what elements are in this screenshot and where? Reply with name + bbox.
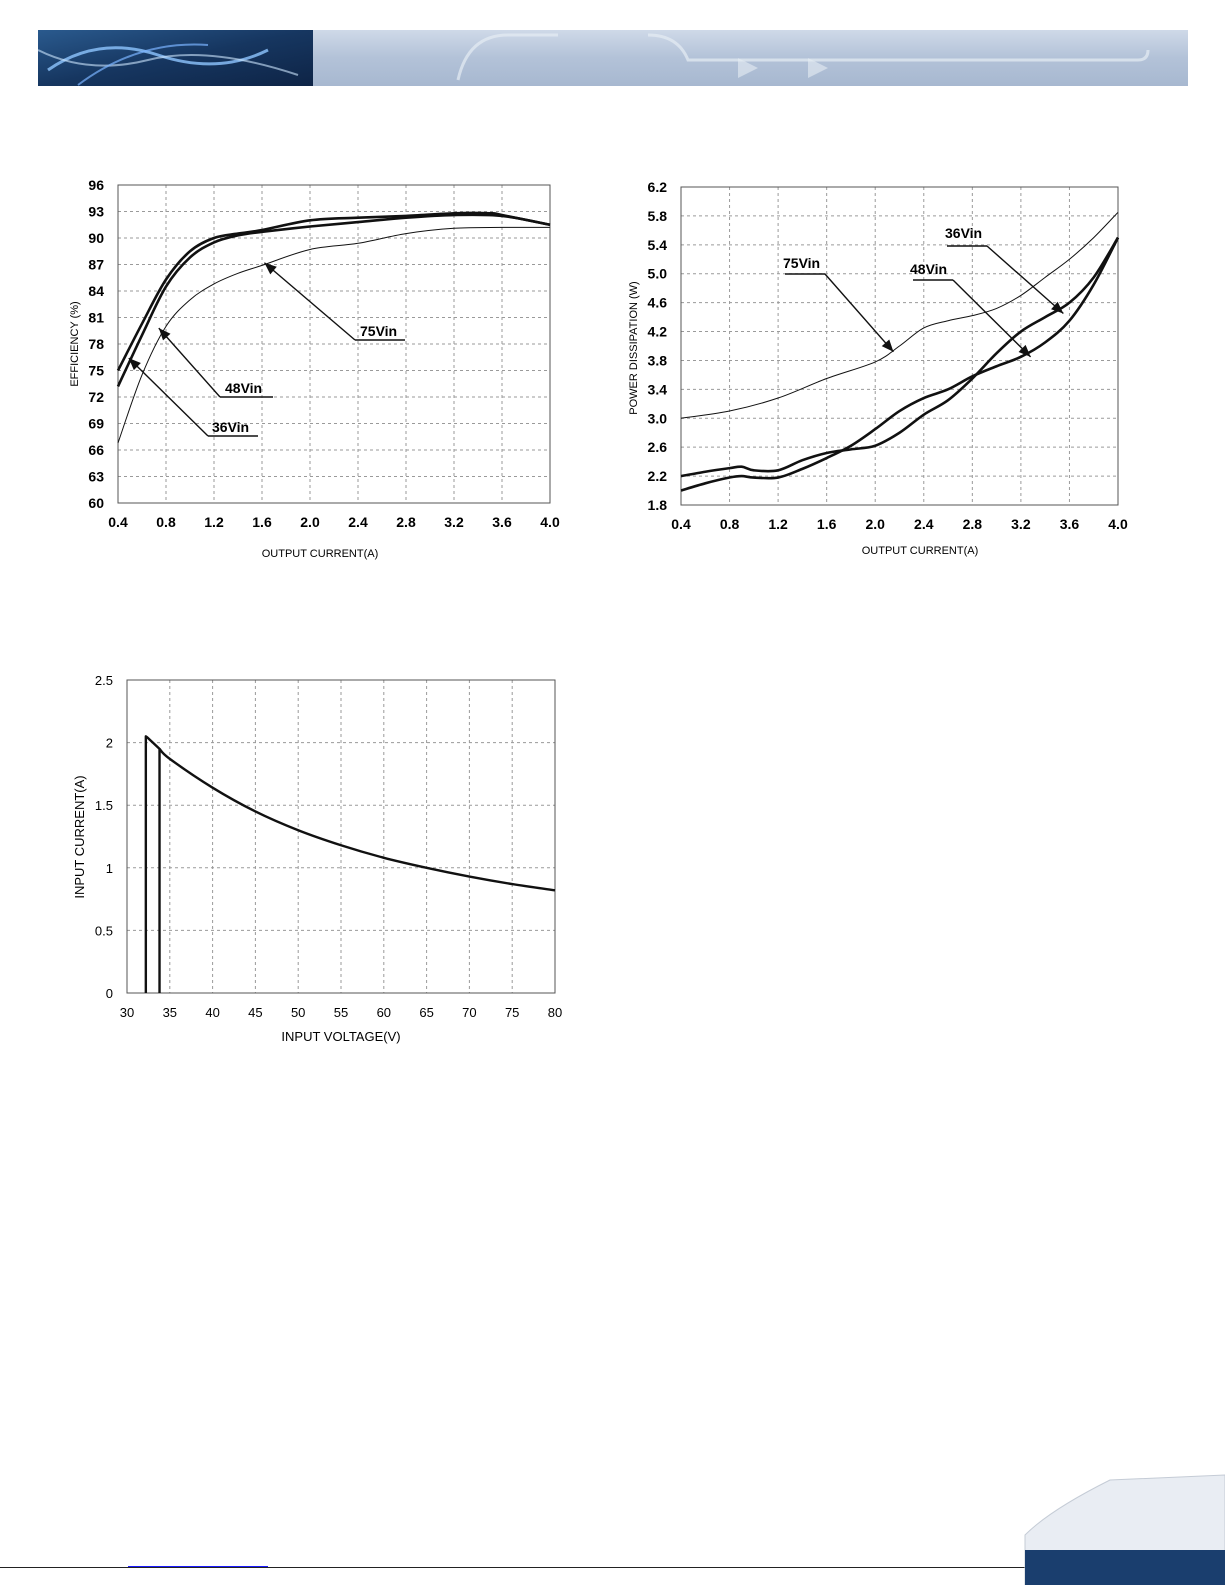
x-tick-label: 45 <box>248 1005 263 1020</box>
y-tick-label: 72 <box>88 389 104 405</box>
x-tick-label: 80 <box>547 1005 563 1020</box>
x-tick-label: 0.8 <box>719 516 740 532</box>
x-tick-label: 1.6 <box>252 514 272 530</box>
annotation-75vin: 75Vin <box>783 255 821 271</box>
y-tick-label: 2.5 <box>94 673 113 688</box>
input-current-chart <box>60 665 580 1065</box>
annotation-leader <box>825 274 893 352</box>
x-tick-label: 35 <box>162 1005 178 1020</box>
series-line-48vin <box>118 213 550 371</box>
x-tick-label: 1.2 <box>204 514 224 530</box>
annotation-48vin: 48Vin <box>910 261 948 277</box>
x-tick-label: 2.0 <box>865 516 885 532</box>
y-tick-label: 69 <box>88 415 104 432</box>
x-tick-label: 3.6 <box>492 514 512 530</box>
y-tick-label: 78 <box>88 336 104 352</box>
y-tick-label: 5.0 <box>647 265 667 282</box>
x-tick-label: 50 <box>290 1005 306 1020</box>
y-tick-label: 0 <box>105 986 113 1001</box>
x-tick-label: 3.6 <box>1059 516 1080 532</box>
series-line-36vin <box>118 215 550 387</box>
y-tick-label: 4.6 <box>647 294 667 311</box>
annotation-48vin: 48Vin <box>225 380 263 396</box>
y-tick-label: 5.4 <box>647 236 667 253</box>
x-tick-label: 0.8 <box>156 514 176 530</box>
y-tick-label: 5.8 <box>647 207 667 224</box>
x-tick-label: 0.4 <box>108 514 128 530</box>
y-tick-label: 0.5 <box>94 923 113 939</box>
y-axis-title: EFFICIENCY (%) <box>69 301 81 387</box>
y-tick-label: 93 <box>88 203 104 220</box>
power-dissipation-chart <box>625 170 1145 570</box>
y-axis-title: POWER DISSIPATION (W) <box>628 281 640 415</box>
y-tick-label: 90 <box>88 230 104 246</box>
x-tick-label: 55 <box>333 1005 349 1020</box>
y-tick-label: 2 <box>105 735 113 751</box>
y-tick-label: 4.2 <box>647 323 667 340</box>
x-tick-label: 75 <box>504 1005 520 1020</box>
x-axis-title: OUTPUT CURRENT(A) <box>261 548 379 560</box>
y-tick-label: 3.8 <box>647 352 667 369</box>
annotation-leader <box>987 246 1063 313</box>
y-tick-label: 75 <box>88 362 104 379</box>
x-tick-label: 2.8 <box>396 514 416 530</box>
y-tick-label: 3.0 <box>647 410 667 427</box>
annotation-75vin: 75Vin <box>360 323 398 339</box>
x-tick-label: 60 <box>376 1005 392 1020</box>
x-tick-label: 1.2 <box>768 516 788 532</box>
y-tick-label: 1.8 <box>647 497 667 513</box>
x-tick-label: 2.4 <box>348 514 368 530</box>
y-tick-label: 81 <box>88 309 104 326</box>
x-tick-label: 1.6 <box>816 516 837 532</box>
y-tick-label: 63 <box>88 468 104 485</box>
x-tick-label: 2.8 <box>962 516 983 532</box>
y-tick-label: 87 <box>88 256 104 273</box>
x-tick-label: 70 <box>462 1005 477 1020</box>
x-tick-label: 40 <box>205 1005 220 1020</box>
y-tick-label: 6.2 <box>647 179 667 195</box>
footer-corner-graphic <box>1020 1470 1225 1585</box>
y-tick-label: 84 <box>88 283 104 299</box>
x-tick-label: 4.0 <box>540 514 560 530</box>
annotation-leader <box>264 263 355 340</box>
header-banner <box>38 30 1188 86</box>
annotation-36vin: 36Vin <box>945 225 983 241</box>
x-tick-label: 0.4 <box>671 516 691 532</box>
series-line-48vin <box>681 238 1118 491</box>
x-axis-title: INPUT VOLTAGE(V) <box>281 1029 401 1044</box>
x-tick-label: 65 <box>419 1005 434 1020</box>
series-line-input-current <box>146 736 555 993</box>
y-tick-label: 3.4 <box>647 381 667 398</box>
x-tick-label: 4.0 <box>1108 516 1128 532</box>
y-tick-label: 2.6 <box>647 439 667 456</box>
x-axis-title: OUTPUT CURRENT(A) <box>861 545 979 557</box>
efficiency-chart <box>60 170 570 570</box>
y-tick-label: 66 <box>88 442 104 458</box>
series-line-75vin <box>681 212 1118 418</box>
x-tick-label: 2.0 <box>300 514 320 530</box>
x-tick-label: 3.2 <box>444 514 464 530</box>
x-tick-label: 2.4 <box>914 516 934 532</box>
y-tick-label: 2.2 <box>647 468 667 485</box>
y-tick-label: 60 <box>88 495 104 511</box>
y-tick-label: 1.5 <box>94 798 113 814</box>
y-tick-label: 1 <box>105 860 113 876</box>
y-tick-label: 96 <box>88 177 104 193</box>
annotation-leader <box>159 328 220 397</box>
annotation-36vin: 36Vin <box>212 419 250 435</box>
x-tick-label: 3.2 <box>1011 516 1031 532</box>
annotation-leader <box>953 280 1031 357</box>
x-tick-label: 30 <box>119 1005 135 1020</box>
y-axis-title: INPUT CURRENT(A) <box>72 775 87 899</box>
